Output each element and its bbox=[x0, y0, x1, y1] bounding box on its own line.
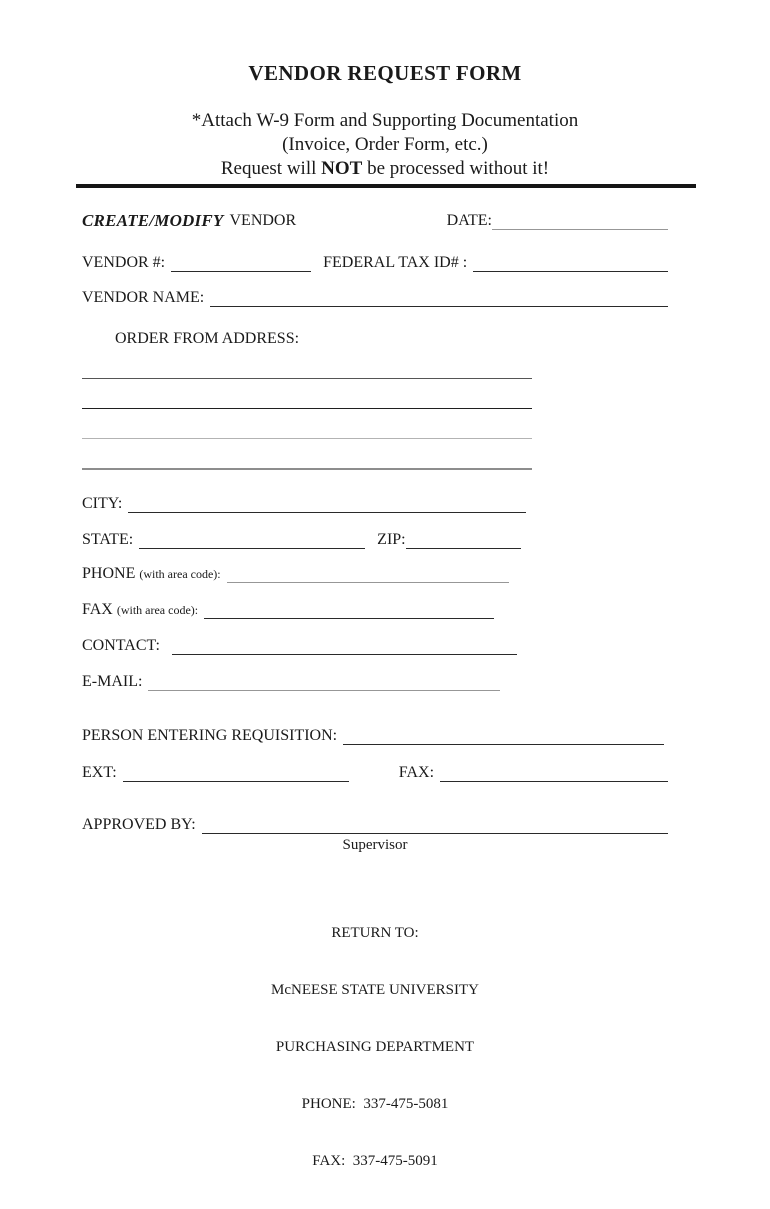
request-text-pre: Request will bbox=[220, 158, 322, 179]
ext-label: EXT: bbox=[82, 764, 117, 781]
date-field-group bbox=[447, 212, 668, 230]
state-label: STATE: bbox=[82, 531, 134, 548]
fax-row bbox=[82, 601, 668, 619]
form-header bbox=[0, 0, 770, 181]
fax-short-label: FAX: bbox=[398, 764, 435, 781]
approved-by-input-line[interactable] bbox=[202, 816, 668, 834]
state-zip-row bbox=[82, 531, 668, 549]
city-input-line[interactable] bbox=[128, 495, 526, 513]
fax-short-input-line[interactable] bbox=[440, 764, 668, 782]
request-text-post: be processed without it! bbox=[362, 158, 550, 179]
department-name: PURCHASING DEPARTMENT bbox=[275, 1039, 475, 1055]
contact-row bbox=[82, 637, 668, 655]
vendor-number-label: VENDOR #: bbox=[82, 254, 166, 271]
ext-input-line[interactable] bbox=[123, 764, 349, 782]
fax-area-code-note: (with area code): bbox=[116, 603, 199, 617]
create-modify-label: CREATE/MODIFY bbox=[82, 211, 224, 230]
request-text-not: NOT bbox=[321, 158, 363, 179]
email-row bbox=[82, 673, 668, 691]
person-entering-requisition-input-line[interactable] bbox=[343, 727, 664, 745]
return-to-block bbox=[82, 886, 668, 1209]
city-label: CITY: bbox=[82, 495, 123, 512]
address-input-line-4[interactable] bbox=[82, 439, 532, 470]
email-label: E-MAIL: bbox=[82, 673, 143, 690]
header-divider-rule bbox=[76, 184, 696, 188]
zip-label: ZIP: bbox=[377, 531, 406, 548]
vendor-name-label: VENDOR NAME: bbox=[82, 289, 205, 306]
attach-instruction-line1: *Attach W-9 Form and Supporting Documentation bbox=[191, 110, 579, 131]
vendor-number-input-line[interactable] bbox=[171, 254, 311, 272]
state-input-line[interactable] bbox=[139, 531, 365, 549]
approved-by-row bbox=[82, 816, 668, 834]
attach-instruction-line3 bbox=[0, 157, 770, 181]
vendor-word-label: VENDOR bbox=[229, 212, 297, 229]
attach-instructions bbox=[0, 109, 770, 181]
university-name: McNEESE STATE UNIVERSITY bbox=[271, 982, 479, 998]
return-to-label: RETURN TO: bbox=[331, 925, 419, 941]
federal-tax-id-input-line[interactable] bbox=[473, 254, 668, 272]
phone-input-line[interactable] bbox=[227, 565, 509, 583]
create-modify-date-row bbox=[82, 212, 668, 230]
address-input-line-3[interactable] bbox=[82, 409, 532, 439]
city-row bbox=[82, 495, 668, 513]
person-entering-requisition-row bbox=[82, 727, 668, 745]
vendor-number-tax-row bbox=[82, 254, 668, 272]
address-input-line-1[interactable] bbox=[82, 348, 532, 379]
person-entering-requisition-label: PERSON ENTERING REQUISITION: bbox=[82, 727, 338, 744]
contact-label: CONTACT: bbox=[82, 637, 160, 654]
return-phone: PHONE: 337-475-5081 bbox=[301, 1096, 449, 1112]
supervisor-caption: Supervisor bbox=[342, 837, 408, 853]
date-input-line[interactable] bbox=[492, 212, 668, 230]
order-from-address-row bbox=[82, 330, 668, 348]
form-body bbox=[0, 212, 770, 1209]
vendor-name-input-line[interactable] bbox=[210, 289, 668, 307]
address-input-line-2[interactable] bbox=[82, 379, 532, 409]
vendor-name-row bbox=[82, 289, 668, 307]
zip-input-line[interactable] bbox=[406, 531, 521, 549]
contact-input-line[interactable] bbox=[172, 637, 517, 655]
fax-input-line[interactable] bbox=[204, 601, 494, 619]
federal-tax-id-label: FEDERAL TAX ID# : bbox=[323, 254, 468, 271]
order-from-address-label: ORDER FROM ADDRESS: bbox=[115, 330, 300, 347]
approved-by-label: APPROVED BY: bbox=[82, 816, 196, 833]
page-title: VENDOR REQUEST FORM bbox=[248, 61, 522, 85]
ext-fax-row bbox=[82, 764, 668, 782]
email-input-line[interactable] bbox=[148, 673, 500, 691]
phone-label: PHONE bbox=[82, 565, 136, 582]
phone-area-code-note: (with area code): bbox=[139, 567, 221, 581]
return-fax: FAX: 337-475-5091 bbox=[312, 1153, 438, 1169]
phone-row bbox=[82, 565, 668, 583]
date-label: DATE: bbox=[446, 212, 492, 229]
fax-label: FAX bbox=[82, 601, 113, 618]
attach-instruction-line2: (Invoice, Order Form, etc.) bbox=[282, 134, 488, 155]
